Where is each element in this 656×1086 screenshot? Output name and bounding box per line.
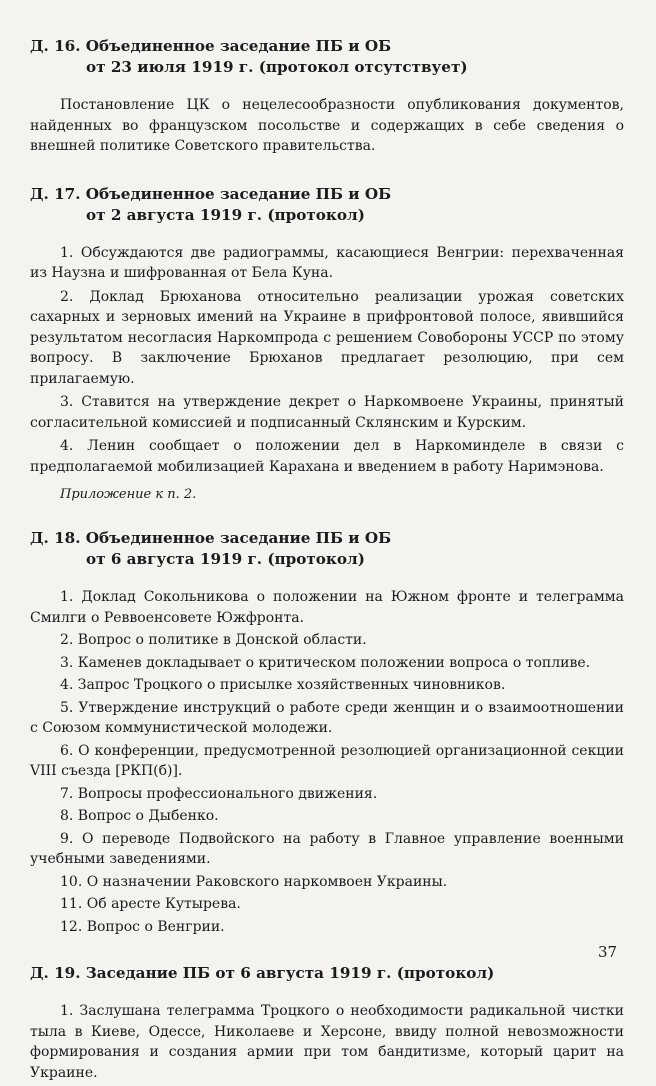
appendix-note: Приложение к п. 2. xyxy=(60,487,197,502)
list-item: 4. Запрос Троцкого о присылке хозяйственных чиновников. xyxy=(60,677,506,693)
list-item: 3. Каменев докладывает о критическом положении вопроса о топливе. xyxy=(60,654,591,671)
page-content xyxy=(30,36,624,1086)
list-item: 12. Вопрос о Венгрии. xyxy=(60,918,225,935)
list-item: 8. Вопрос о Дыбенко. xyxy=(60,808,219,824)
paragraph: 1. Обсуждаются две радиограммы, касающиеся Венгрии: перехваченная из Наузна и шифрованная от Бела Куна. xyxy=(30,244,624,281)
section-d17 xyxy=(30,184,624,505)
paragraph: Постановление ЦК о нецелесообразности опубликования документов, найденных во французском посольстве и содержащих в себе сведения о внешней политике Советского правительства. xyxy=(30,97,624,154)
heading-line-1: Д. 16. Объединенное заседание ПБ и ОБ xyxy=(30,37,392,55)
heading-line-2: от 6 августа 1919 г. (протокол) xyxy=(86,550,365,568)
heading-line-1: Д. 18. Объединенное заседание ПБ и ОБ xyxy=(30,529,392,547)
paragraph: 3. Ставится на утверждение декрет о Наркомвоене Украины, принятый согласительной комиссией и подписанный Склянским и Курским. xyxy=(30,394,624,431)
list-item: 1. Доклад Сокольникова о положении на Южном фронте и телеграмма Смилги о Реввоенсовете Южфронта. xyxy=(30,589,624,626)
heading-line-1: Д. 19. Заседание ПБ от 6 августа 1919 г. (протокол) xyxy=(30,964,495,982)
section-heading xyxy=(30,963,624,984)
list-item: 9. О переводе Подвойского на работу в Главное управление военными учебными заведениями. xyxy=(30,830,624,867)
heading-line-1: Д. 17. Объединенное заседание ПБ и ОБ xyxy=(30,184,392,203)
paragraph: 4. Ленин сообщает о положении дел в Наркоминделе в связи с предполагаемой мобилизацией Карахана и введением в работу Наримэнова. xyxy=(30,438,624,475)
list-item: 11. Об аресте Кутырева. xyxy=(60,896,241,912)
paragraph: 2. Доклад Брюханова относительно реализации урожая советских сахарных и зерновых имений на Украине в прифронтовой полосе, явившийся результатом несогласия Наркомпрода с решением Совобороны УССР по этому вопросу. В заключение Брюханов предлагает резолюцию, при сем прилагаемую. xyxy=(30,288,624,387)
list-item: 5. Утверждение инструкций о работе среди женщин и о взаимоотношении с Союзом коммунистической молодежи. xyxy=(30,699,624,736)
section-heading xyxy=(30,184,624,226)
list-item: 7. Вопросы профессионального движения. xyxy=(60,785,378,802)
page-number: 37 xyxy=(598,943,618,961)
paragraph: 1. Заслушана телеграмма Троцкого о необходимости радикальной чистки тыла в Киеве, Одессе, Николаеве и Херсоне, ввиду полной невозможности формирования и создания армии при том бандитизме, который царит на Украине. xyxy=(30,1003,624,1081)
section-heading xyxy=(30,528,624,570)
section-heading xyxy=(30,36,624,78)
section-d19 xyxy=(30,963,624,1083)
list-item: 10. О назначении Раковского наркомвоен Украины. xyxy=(60,873,448,890)
list-item: 6. О конференции, предусмотренной резолюцией организационной секции VIII съезда [РКП(б)]. xyxy=(30,742,624,779)
section-d16 xyxy=(30,36,624,157)
section-d18 xyxy=(30,528,624,937)
heading-line-2: от 23 июля 1919 г. (протокол отсутствует) xyxy=(86,58,468,76)
heading-line-2: от 2 августа 1919 г. (протокол) xyxy=(86,205,365,224)
list-item: 2. Вопрос о политике в Донской области. xyxy=(60,632,367,648)
